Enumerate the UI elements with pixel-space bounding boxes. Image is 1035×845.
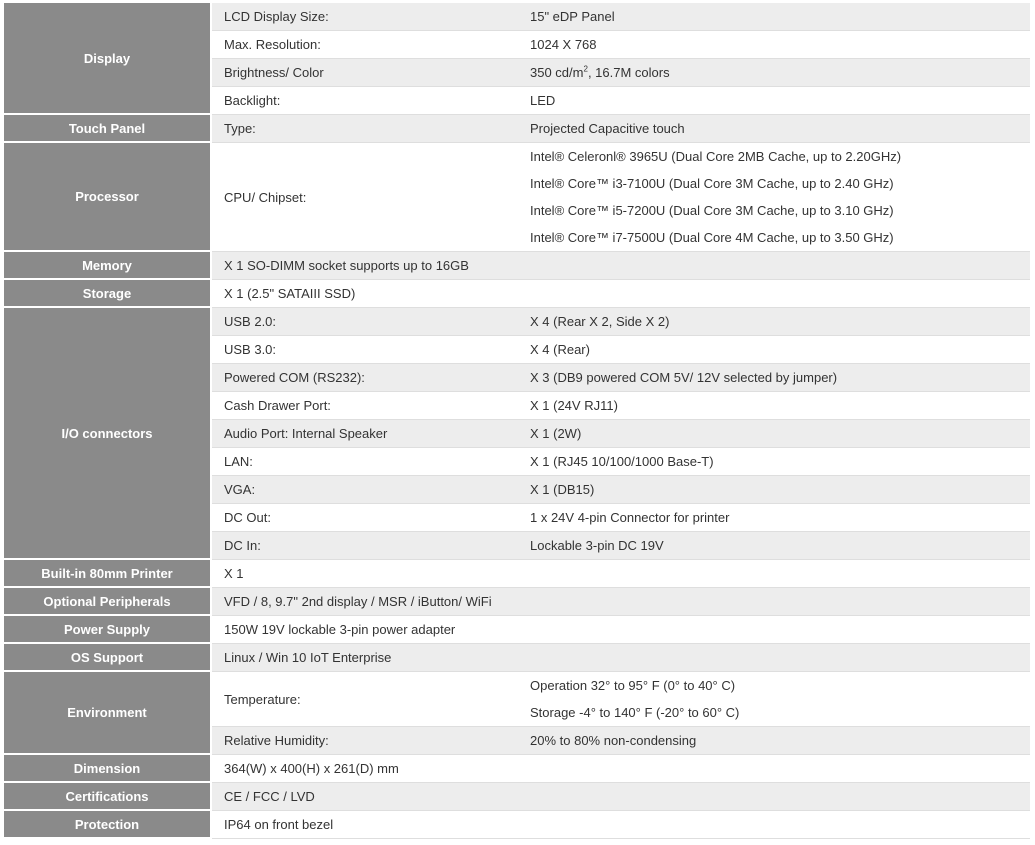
category-dimension: Dimension <box>4 755 210 783</box>
spec-row <box>212 532 1030 560</box>
category-processor: Processor <box>4 143 210 252</box>
spec-value <box>530 59 1030 86</box>
spec-value-line: X 3 (DB9 powered COM 5V/ 12V selected by jumper) <box>530 370 838 385</box>
category-os-support: OS Support <box>4 644 210 672</box>
spec-value: 364(W) x 400(H) x 261(D) mm <box>224 761 399 776</box>
spec-value-line: X 1 (24V RJ11) <box>530 398 618 413</box>
spec-row <box>212 783 1030 811</box>
spec-label: Backlight: <box>224 93 281 108</box>
spec-value-line: X 1 (RJ45 10/100/1000 Base-T) <box>530 454 714 469</box>
spec-value <box>530 392 1030 419</box>
spec-row <box>212 364 1030 392</box>
spec-row <box>212 143 1030 252</box>
spec-row <box>212 115 1030 143</box>
spec-value-line: LED <box>530 93 556 108</box>
spec-row <box>212 3 1030 31</box>
spec-value-line: X 4 (Rear X 2, Side X 2) <box>530 314 670 329</box>
spec-value: 150W 19V lockable 3-pin power adapter <box>224 622 456 637</box>
spec-row <box>212 31 1030 59</box>
spec-value: X 1 SO-DIMM socket supports up to 16GB <box>224 258 469 273</box>
category-touch-panel: Touch Panel <box>4 115 210 143</box>
spec-label: Max. Resolution: <box>224 37 321 52</box>
spec-row <box>212 727 1030 755</box>
category-certifications: Certifications <box>4 783 210 811</box>
spec-row <box>212 644 1030 672</box>
spec-label: LAN: <box>224 454 253 469</box>
spec-row <box>212 811 1030 839</box>
spec-row <box>212 392 1030 420</box>
spec-value-line: Lockable 3-pin DC 19V <box>530 538 664 553</box>
category-memory: Memory <box>4 252 210 280</box>
spec-row <box>212 476 1030 504</box>
spec-value: VFD / 8, 9.7" 2nd display / MSR / iButton/ WiFi <box>224 594 492 609</box>
spec-value <box>530 87 1030 114</box>
spec-label: VGA: <box>224 482 256 497</box>
spec-row <box>212 588 1030 616</box>
spec-label: CPU/ Chipset: <box>224 189 307 205</box>
spec-row <box>212 336 1030 364</box>
spec-value <box>530 420 1030 447</box>
spec-value <box>530 504 1030 531</box>
spec-row <box>212 420 1030 448</box>
spec-value <box>530 308 1030 335</box>
category-display: Display <box>4 3 210 115</box>
spec-row <box>212 504 1030 532</box>
spec-value-line: Operation 32° to 95° F (0° to 40° C) <box>530 678 736 693</box>
category-power-supply: Power Supply <box>4 616 210 644</box>
spec-value: CE / FCC / LVD <box>224 789 315 804</box>
spec-label: USB 3.0: <box>224 342 277 357</box>
spec-value <box>530 31 1030 58</box>
spec-value: X 1 <box>224 566 244 581</box>
category-i-o-connectors: I/O connectors <box>4 308 210 560</box>
spec-value <box>530 143 1030 251</box>
spec-label: USB 2.0: <box>224 314 277 329</box>
category-storage: Storage <box>4 280 210 308</box>
spec-value-line: 15" eDP Panel <box>530 9 615 24</box>
category-environment: Environment <box>4 672 210 755</box>
spec-label: DC In: <box>224 538 261 553</box>
spec-row <box>212 672 1030 727</box>
spec-value-line: 350 $cd/m^2$, 16.7M colors <box>530 64 670 80</box>
spec-label: Relative Humidity: <box>224 733 329 748</box>
spec-value-line: X 4 (Rear) <box>530 342 590 357</box>
spec-value: Linux / Win 10 IoT Enterprise <box>224 650 392 665</box>
spec-row <box>212 560 1030 588</box>
spec-value-line: Intel® Core™ i5-7200U (Dual Core 3M Cache, up to 3.10 GHz) <box>530 203 894 218</box>
spec-label: Cash Drawer Port: <box>224 398 331 413</box>
spec-value-line: 20% to 80% non-condensing <box>530 733 697 748</box>
spec-label: Brightness/ Color <box>224 65 324 80</box>
spec-value <box>530 364 1030 391</box>
spec-value-line: Intel® Celeronl® 3965U (Dual Core 2MB Cache, up to 2.20GHz) <box>530 149 902 164</box>
spec-label: LCD Display Size: <box>224 9 329 24</box>
spec-value-line: Storage -4° to 140° F (-20° to 60° C) <box>530 705 740 720</box>
spec-row <box>212 616 1030 644</box>
spec-value <box>530 3 1030 30</box>
spec-row <box>212 448 1030 476</box>
spec-value <box>530 448 1030 475</box>
spec-value-line: Intel® Core™ i7-7500U (Dual Core 4M Cache, up to 3.50 GHz) <box>530 230 894 245</box>
spec-value-line: Intel® Core™ i3-7100U (Dual Core 3M Cache, up to 2.40 GHz) <box>530 176 894 191</box>
spec-row <box>212 308 1030 336</box>
category-built-in-80mm-printer: Built-in 80mm Printer <box>4 560 210 588</box>
spec-value <box>530 672 1030 726</box>
spec-label: Type: <box>224 121 256 136</box>
spec-value: X 1 (2.5" SATAIII SSD) <box>224 286 356 301</box>
spec-row <box>212 252 1030 280</box>
spec-value <box>530 532 1030 559</box>
spec-row <box>212 87 1030 115</box>
spec-value <box>530 336 1030 363</box>
spec-value <box>530 115 1030 142</box>
spec-label: Audio Port: Internal Speaker <box>224 426 388 441</box>
spec-value-line: 1024 X 768 <box>530 37 597 52</box>
spec-value-line: X 1 (DB15) <box>530 482 595 497</box>
spec-value <box>530 476 1030 503</box>
spec-row <box>212 59 1030 87</box>
spec-value-line: Projected Capacitive touch <box>530 121 685 136</box>
spec-row <box>212 755 1030 783</box>
spec-value-line: 1 x 24V 4-pin Connector for printer <box>530 510 730 525</box>
category-optional-peripherals: Optional Peripherals <box>4 588 210 616</box>
category-protection: Protection <box>4 811 210 839</box>
spec-value <box>530 727 1030 754</box>
spec-row <box>212 280 1030 308</box>
spec-value: IP64 on front bezel <box>224 817 334 832</box>
spec-label: Temperature: <box>224 691 301 707</box>
spec-value-line: X 1 (2W) <box>530 426 582 441</box>
spec-label: DC Out: <box>224 510 271 525</box>
spec-label: Powered COM (RS232): <box>224 370 365 385</box>
